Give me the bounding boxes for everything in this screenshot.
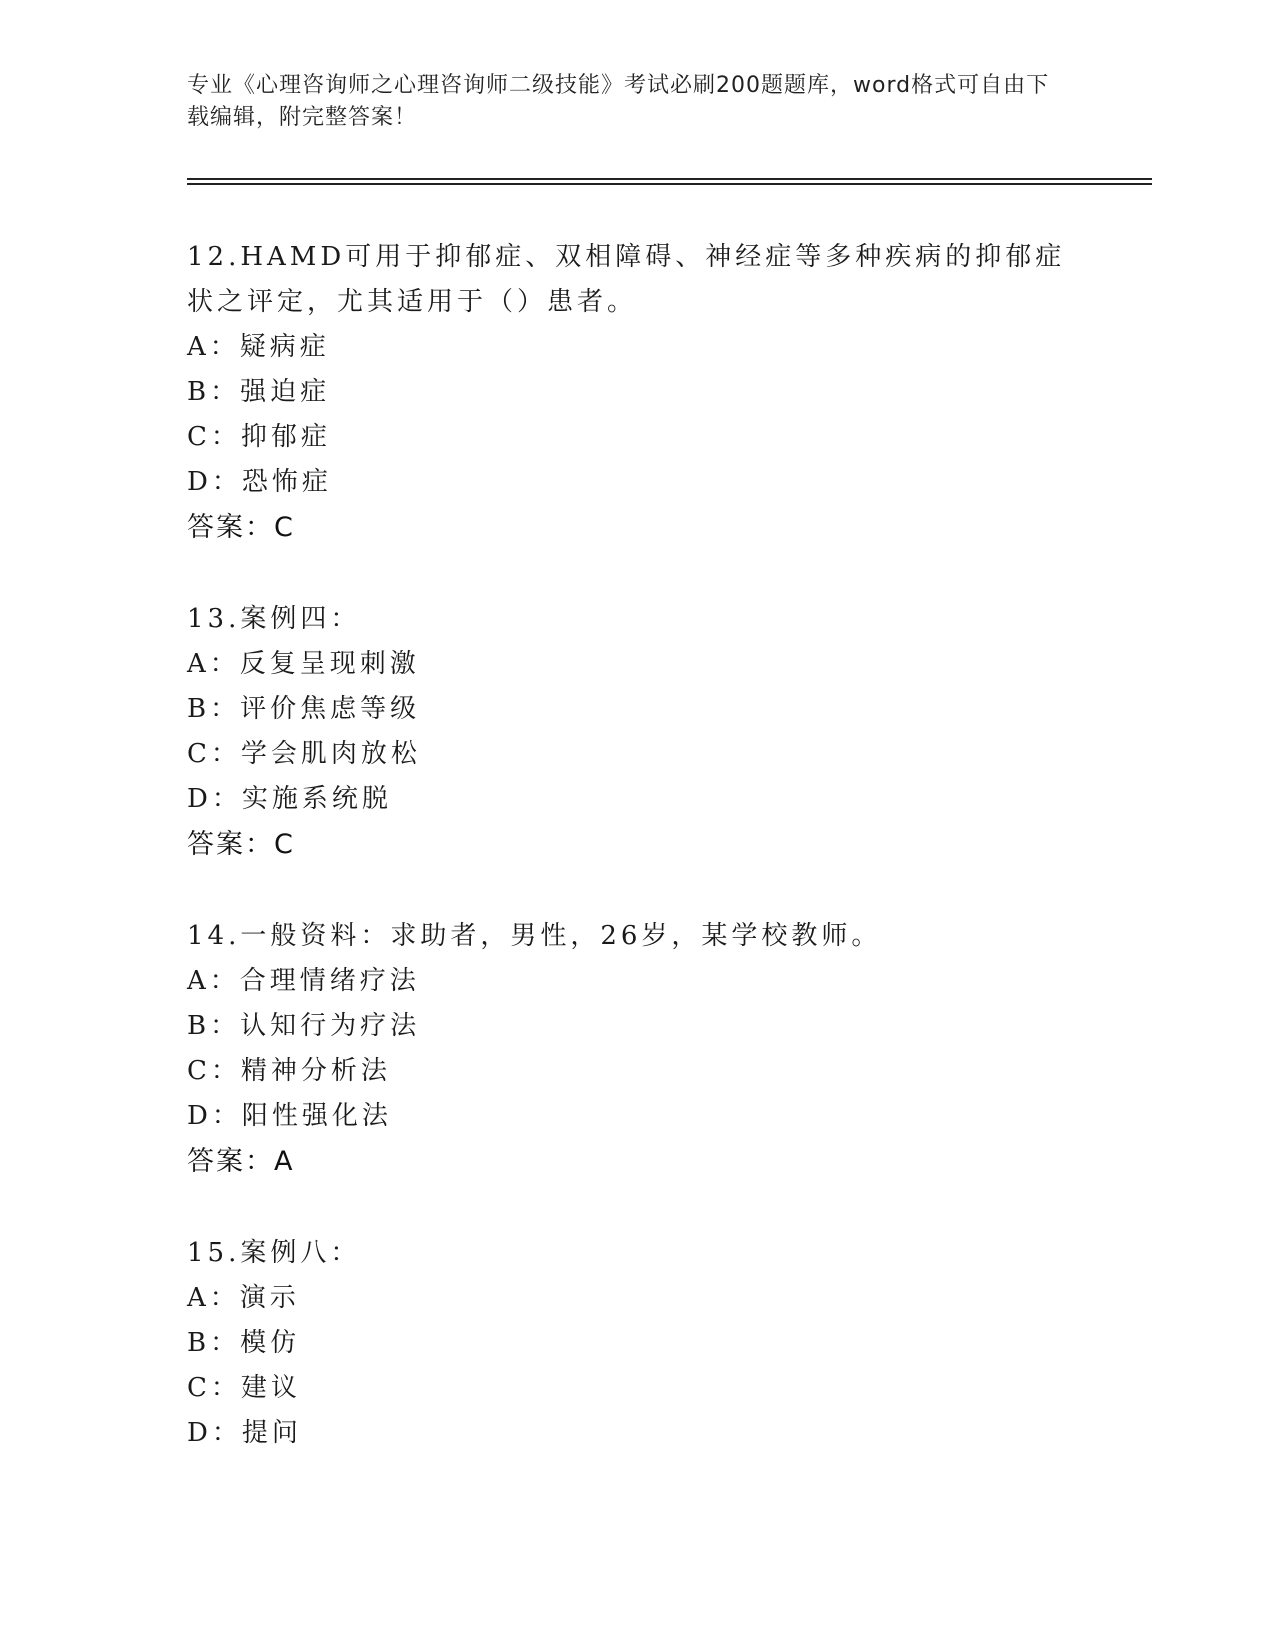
question-12 — [187, 235, 1087, 551]
answer: 答案：C — [187, 829, 295, 860]
question-15 — [187, 1231, 1087, 1456]
question-stem: 15.案例八： — [187, 1238, 361, 1268]
header-rule-top — [187, 178, 1152, 180]
question-14 — [187, 914, 1087, 1185]
option-c: C：抑郁症 — [187, 422, 331, 452]
option-b: B：模仿 — [187, 1328, 301, 1358]
option-a: A：疑病症 — [187, 332, 330, 362]
option-b: B：认知行为疗法 — [187, 1011, 421, 1041]
option-b: B：强迫症 — [187, 377, 331, 407]
option-a: A：反复呈现刺激 — [187, 649, 420, 679]
option-c: C：学会肌肉放松 — [187, 739, 421, 769]
option-c: C：建议 — [187, 1373, 301, 1403]
option-d: D：提问 — [187, 1418, 302, 1448]
question-stem: 13.案例四： — [187, 604, 361, 634]
question-stem: 14.一般资料：求助者，男性，26岁，某学校教师。 — [187, 921, 882, 951]
option-d: D：实施系统脱 — [187, 784, 392, 814]
option-a: A：合理情绪疗法 — [187, 966, 420, 996]
option-d: D：阳性强化法 — [187, 1101, 392, 1131]
option-c: C：精神分析法 — [187, 1056, 391, 1086]
option-d: D：恐怖症 — [187, 467, 332, 497]
document-header: 专业《心理咨询师之心理咨询师二级技能》考试必刷200题题库，word格式可自由下载编辑，附完整答案！ — [187, 73, 1050, 130]
option-b: B：评价焦虑等级 — [187, 694, 421, 724]
question-13 — [187, 597, 1087, 868]
question-list — [187, 235, 1087, 1502]
header-rule-bottom — [187, 183, 1152, 185]
question-stem: 12.HAMD可用于抑郁症、双相障碍、神经症等多种疾病的抑郁症状之评定，尤其适用于（）患者。 — [187, 242, 1066, 317]
answer: 答案：A — [187, 1146, 295, 1177]
answer: 答案：C — [187, 512, 295, 543]
option-a: A：演示 — [187, 1283, 300, 1313]
